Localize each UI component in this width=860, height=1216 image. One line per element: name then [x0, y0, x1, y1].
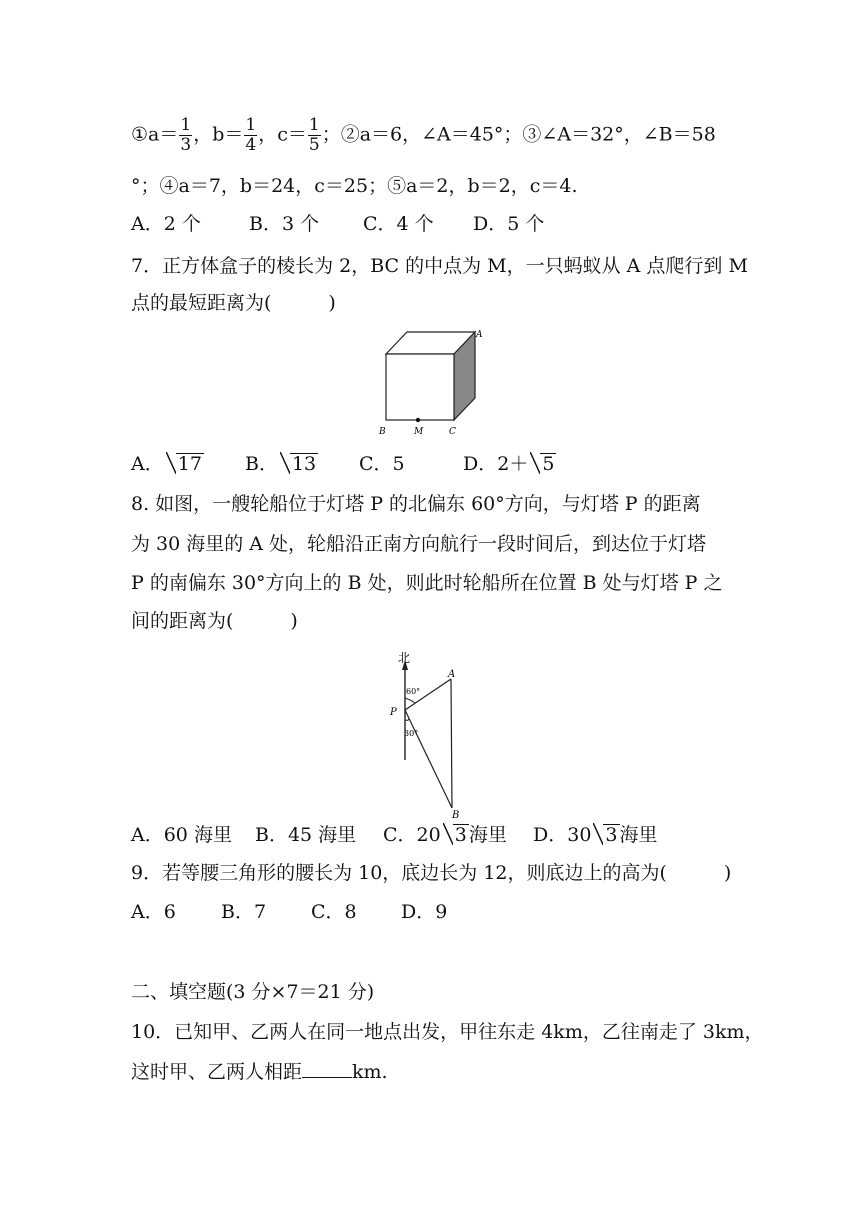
fraction-num: 1	[245, 115, 257, 135]
q10-text: km.	[352, 1061, 388, 1083]
q9-option-a[interactable]: A．6	[131, 901, 176, 923]
fraction-a	[179, 116, 192, 155]
label-b: B	[452, 810, 460, 820]
q7-option-d[interactable]	[463, 452, 556, 476]
q7-option-c[interactable]: C．5	[359, 453, 405, 475]
option-prefix: D．30	[533, 824, 592, 846]
q10-line2	[131, 1059, 388, 1084]
q8-option-b[interactable]: B．45 海里	[255, 824, 357, 846]
fraction-den: 5	[308, 135, 320, 155]
q8-options	[131, 823, 658, 847]
q6-text: ，b＝	[193, 123, 244, 146]
label-angle-30: 30°	[404, 729, 419, 738]
option-suffix: 海里	[619, 824, 658, 846]
label-north: 北	[398, 651, 411, 665]
q10-text: 这时甲、乙两人相距	[131, 1061, 303, 1083]
radicand: 3	[454, 824, 467, 846]
q10-line1: 10．已知甲、乙两人在同一地点出发，甲往东走 4km，乙往南走了 3km，	[131, 1021, 764, 1043]
option-prefix: C．20	[383, 824, 441, 846]
q9-option-b[interactable]: B．7	[221, 901, 267, 923]
q9-options	[131, 900, 447, 924]
sqrt-symbol	[280, 452, 318, 476]
q6-option-b[interactable]: B．3 个	[249, 213, 320, 235]
radicand: 13	[291, 453, 317, 475]
q7-options	[131, 452, 556, 476]
q6-text: ；②a＝6，∠A＝45°；③∠A＝32°，∠B＝58	[321, 123, 716, 146]
label-a: A	[476, 330, 483, 340]
segment-pb	[405, 710, 452, 808]
q8-line4: 间的距离为( )	[131, 610, 298, 632]
option-suffix: 海里	[468, 824, 507, 846]
label-p: P	[390, 707, 397, 718]
option-prefix: A．	[131, 453, 164, 475]
label-a: A	[448, 669, 456, 680]
fraction-den: 3	[180, 135, 192, 155]
q6-text: ①a＝	[131, 123, 179, 146]
q8-line3: P 的南偏东 30°方向上的 B 处，则此时轮船所在位置 B 处与灯塔 P 之	[131, 572, 723, 594]
label-m: M	[414, 427, 424, 437]
q8-option-d[interactable]	[533, 823, 658, 847]
q9-option-c[interactable]: C．8	[311, 901, 357, 923]
angle-arc-60	[405, 698, 415, 703]
fraction-num: 1	[180, 115, 192, 135]
q6-options	[131, 212, 544, 236]
answer-blank[interactable]	[302, 1059, 352, 1078]
q7-option-b[interactable]	[245, 452, 359, 476]
sqrt-symbol	[530, 452, 556, 476]
sqrt-symbol	[443, 823, 469, 847]
q6-option-a[interactable]: A．2 个	[131, 213, 201, 235]
q6-option-c[interactable]: C．4 个	[363, 213, 434, 235]
q8-line2: 为 30 海里的 A 处，轮船沿正南方向航行一段时间后，到达位于灯塔	[131, 533, 707, 555]
option-prefix: B．	[245, 453, 278, 475]
cube-front-face	[386, 354, 454, 420]
label-b: B	[379, 427, 386, 437]
q8-option-c[interactable]	[383, 823, 533, 847]
radicand: 3	[605, 824, 618, 846]
section-title: 二、填空题(3 分×7＝21 分)	[131, 981, 375, 1003]
cube-figure	[370, 326, 490, 438]
q8-option-a[interactable]: A．60 海里	[131, 824, 232, 846]
q8-line1: 8. 如图，一艘轮船位于灯塔 P 的北偏东 60°方向，与灯塔 P 的距离	[131, 493, 701, 515]
radicand: 17	[177, 453, 202, 475]
point-m	[416, 418, 420, 422]
fraction-num: 1	[308, 115, 320, 135]
sqrt-symbol	[166, 452, 204, 476]
q7-option-a[interactable]	[131, 452, 245, 476]
q9-line1: 9．若等腰三角形的腰长为 10，底边长为 12，则底边上的高为( )	[131, 862, 732, 884]
label-c: C	[449, 427, 456, 437]
segment-ab	[451, 679, 452, 808]
q6-line2: °；④a＝7，b＝24，c＝25；⑤a＝2，b＝2，c＝4.	[131, 175, 578, 197]
sqrt-symbol	[593, 823, 619, 847]
radicand: 5	[542, 453, 555, 475]
q6-text: ，c＝	[258, 123, 307, 146]
q6-option-d[interactable]: D．5 个	[473, 213, 545, 235]
option-prefix: D．2＋	[463, 453, 529, 475]
fraction-den: 4	[245, 135, 257, 155]
q9-option-d[interactable]: D．9	[401, 901, 448, 923]
lighthouse-figure	[385, 648, 475, 820]
q7-line2: 点的最短距离为( )	[131, 292, 336, 314]
fraction-b	[244, 116, 257, 155]
label-angle-60: 60°	[406, 687, 421, 696]
q7-line1: 7．正方体盒子的棱长为 2，BC 的中点为 M，一只蚂蚁从 A 点爬行到 M	[131, 255, 748, 277]
q6-line1	[131, 116, 716, 155]
fraction-c	[308, 116, 321, 155]
